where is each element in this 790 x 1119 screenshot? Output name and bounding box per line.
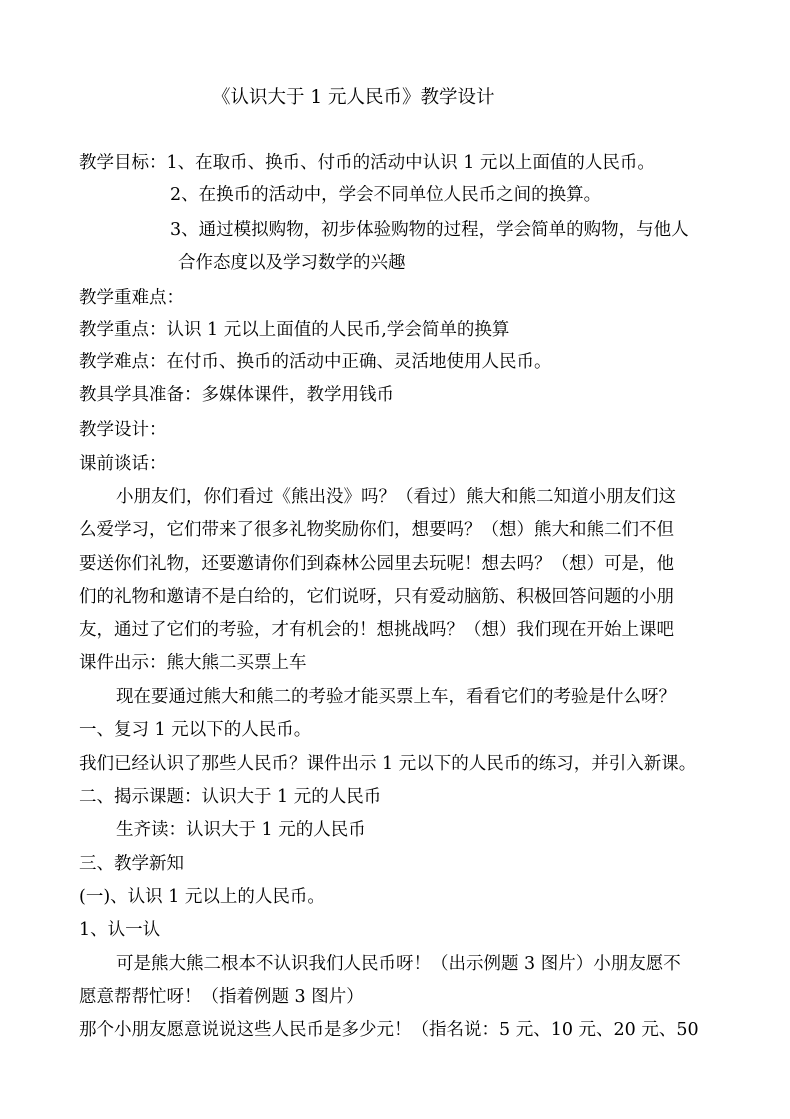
section-2-read: 生齐读：认识大于 1 元的人民币	[116, 820, 366, 840]
section-3-heading: 三、教学新知	[79, 854, 184, 874]
key-points: 教学重点：认识 1 元以上面值的人民币,学会简单的换算	[79, 320, 510, 340]
intro-line: 现在要通过熊大和熊二的考验才能买票上车，看看它们的考验是什么呀？	[116, 687, 676, 707]
objectives-heading: 教学目标：	[79, 153, 167, 173]
section-1-heading: 一、复习 1 元以下的人民币。	[79, 720, 312, 740]
pre-talk-line: 小朋友们，你们看过《熊出没》吗？（看过）熊大和熊二知道小朋友们这	[116, 487, 676, 507]
pre-talk-line: 么爱学习，它们带来了很多礼物奖励你们，想要吗？（想）熊大和熊二们不但	[79, 520, 674, 540]
pre-talk-line: 们的礼物和邀请不是白给的，它们说呀，只有爱动脑筋、积极回答问题的小朋	[79, 587, 674, 607]
subsection-1-heading: (一)、认识 1 元以上的人民币。	[79, 887, 325, 907]
step-1-line-2: 愿意帮帮忙呀！（指着例题 3 图片）	[79, 987, 364, 1007]
key-difficult-heading: 教学重难点：	[79, 288, 184, 308]
pre-talk-line: 要送你们礼物，还要邀请你们到森林公园里去玩呢！想去吗？（想）可是，他	[79, 554, 674, 574]
step-1-heading: 1、认一认	[79, 920, 161, 940]
objective-item-1: 1、在取币、换币、付币的活动中认识 1 元以上面值的人民币。	[166, 153, 655, 173]
document-title: 《认识大于 1 元人民币》教学设计	[212, 87, 495, 108]
pre-talk-heading: 课前谈话：	[79, 454, 167, 474]
objective-item-2: 2、在换币的活动中，学会不同单位人民币之间的换算。	[170, 185, 602, 205]
pre-talk-line: 友，通过了它们的考验，才有机会的！想挑战吗？（想）我们现在开始上课吧	[79, 620, 674, 640]
design-heading: 教学设计：	[79, 420, 167, 440]
section-2-heading: 二、揭示课题：认识大于 1 元的人民币	[79, 787, 382, 807]
step-1-line-1: 可是熊大熊二根本不认识我们人民币呀！（出示例题 3 图片）小朋友愿不	[116, 954, 681, 974]
objectives-line-1	[79, 151, 655, 175]
objective-item-3-line-1: 3、通过模拟购物，初步体验购物的过程，学会简单的购物，与他人	[170, 220, 689, 240]
tools-preparation: 教具学具准备：多媒体课件，教学用钱币	[79, 385, 394, 405]
step-1-line-3: 那个小朋友愿意说说这些人民币是多少元！（指名说：5 元、10 元、20 元、50	[79, 1020, 699, 1040]
objective-item-3-line-2: 合作态度以及学习数学的兴趣	[178, 253, 406, 273]
difficulties: 教学难点：在付币、换币的活动中正确、灵活地使用人民币。	[79, 352, 552, 372]
section-1-text: 我们已经认识了那些人民币？课件出示 1 元以下的人民币的练习，并引入新课。	[79, 754, 697, 774]
courseware-note: 课件出示：熊大熊二买票上车	[79, 653, 307, 673]
